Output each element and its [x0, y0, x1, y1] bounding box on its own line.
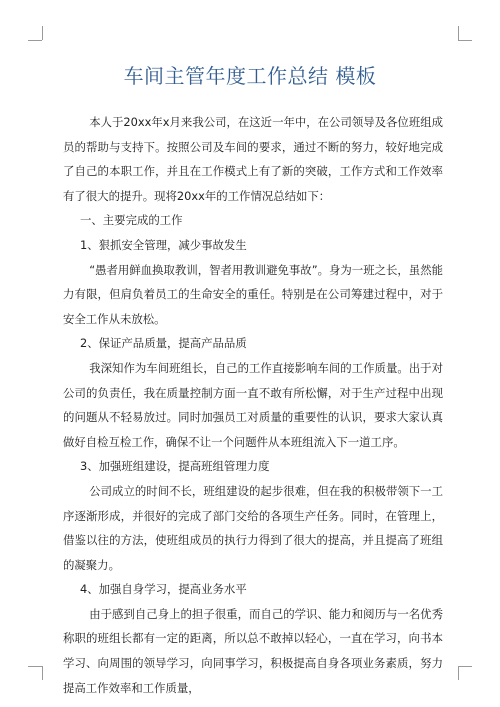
section-heading: 一、主要完成的工作: [80, 213, 183, 228]
document-title: 车间主管年度工作总结 模板: [123, 64, 377, 88]
body-paragraph: “愚者用鲜血换取教训，智者用教训避免事故”。身为一班之长，虽然能力有限，但肩负着员工的生命安全的重任。特别是在公司筹建过程中，对于安全工作从未放松。: [63, 262, 443, 326]
body-paragraph: 由于感到自己身上的担子很重，而自己的学识、能力和阅历与一名优秀称职的班组长都有一定的距离，所以总不敢掉以轻心，一直在学习，向书本学习、向周围的领导学习，向同事学习，积极提高自身各项业务素质，努力提高工作效率和工作质量，: [63, 606, 443, 695]
crop-mark-top-left-h: [28, 40, 42, 41]
crop-mark-top-right-h: [458, 40, 472, 41]
crop-mark-top-left-v: [42, 26, 43, 40]
document-body: [63, 110, 443, 700]
section-heading: 3、加强班组建设，提高班组管理力度: [80, 459, 270, 474]
body-paragraph: 公司成立的时间不长，班组建设的起步很难，但在我的积极带领下一工序逐渐形成，并很好的完成了部门交给的各项生产任务。同时，在管理上，借鉴以往的方法，使班组成员的执行力得到了很大的提高，并且提高了班组的凝聚力。: [63, 483, 443, 572]
crop-mark-bottom-right-v: [458, 666, 459, 680]
crop-mark-top-right-v: [458, 26, 459, 40]
crop-mark-bottom-left-h: [28, 666, 42, 667]
crop-mark-bottom-left-v: [42, 666, 43, 680]
body-paragraph: 本人于20xx年x月来我公司，在这近一年中，在公司领导及各位班组成员的帮助与支持下。按照公司及车间的要求，通过不断的努力，较好地完成了自己的本职工作，并且在工作模式上有了新的突破，工作方式和工作效率有了很大的提升。现将20xx年的工作情况总结如下：: [63, 115, 443, 203]
section-heading: 4、加强自身学习，提高业务水平: [80, 582, 247, 597]
section-heading: 2、保证产品质量，提高产品品质: [80, 336, 247, 351]
section-heading: 1、狠抓安全管理，减少事故发生: [80, 237, 247, 252]
body-paragraph: 我深知作为车间班组长，自己的工作直接影响车间的工作质量。出于对公司的负责任，我在质量控制方面一直不敢有所松懈，对于生产过程中出现的问题从不轻易放过。同时加强员工对质量的重要性的认识，要求大家认真做好自检互检工作，确保不让一个问题件从本班组流入下一道工序。: [63, 360, 443, 449]
crop-mark-bottom-right-h: [458, 666, 472, 667]
